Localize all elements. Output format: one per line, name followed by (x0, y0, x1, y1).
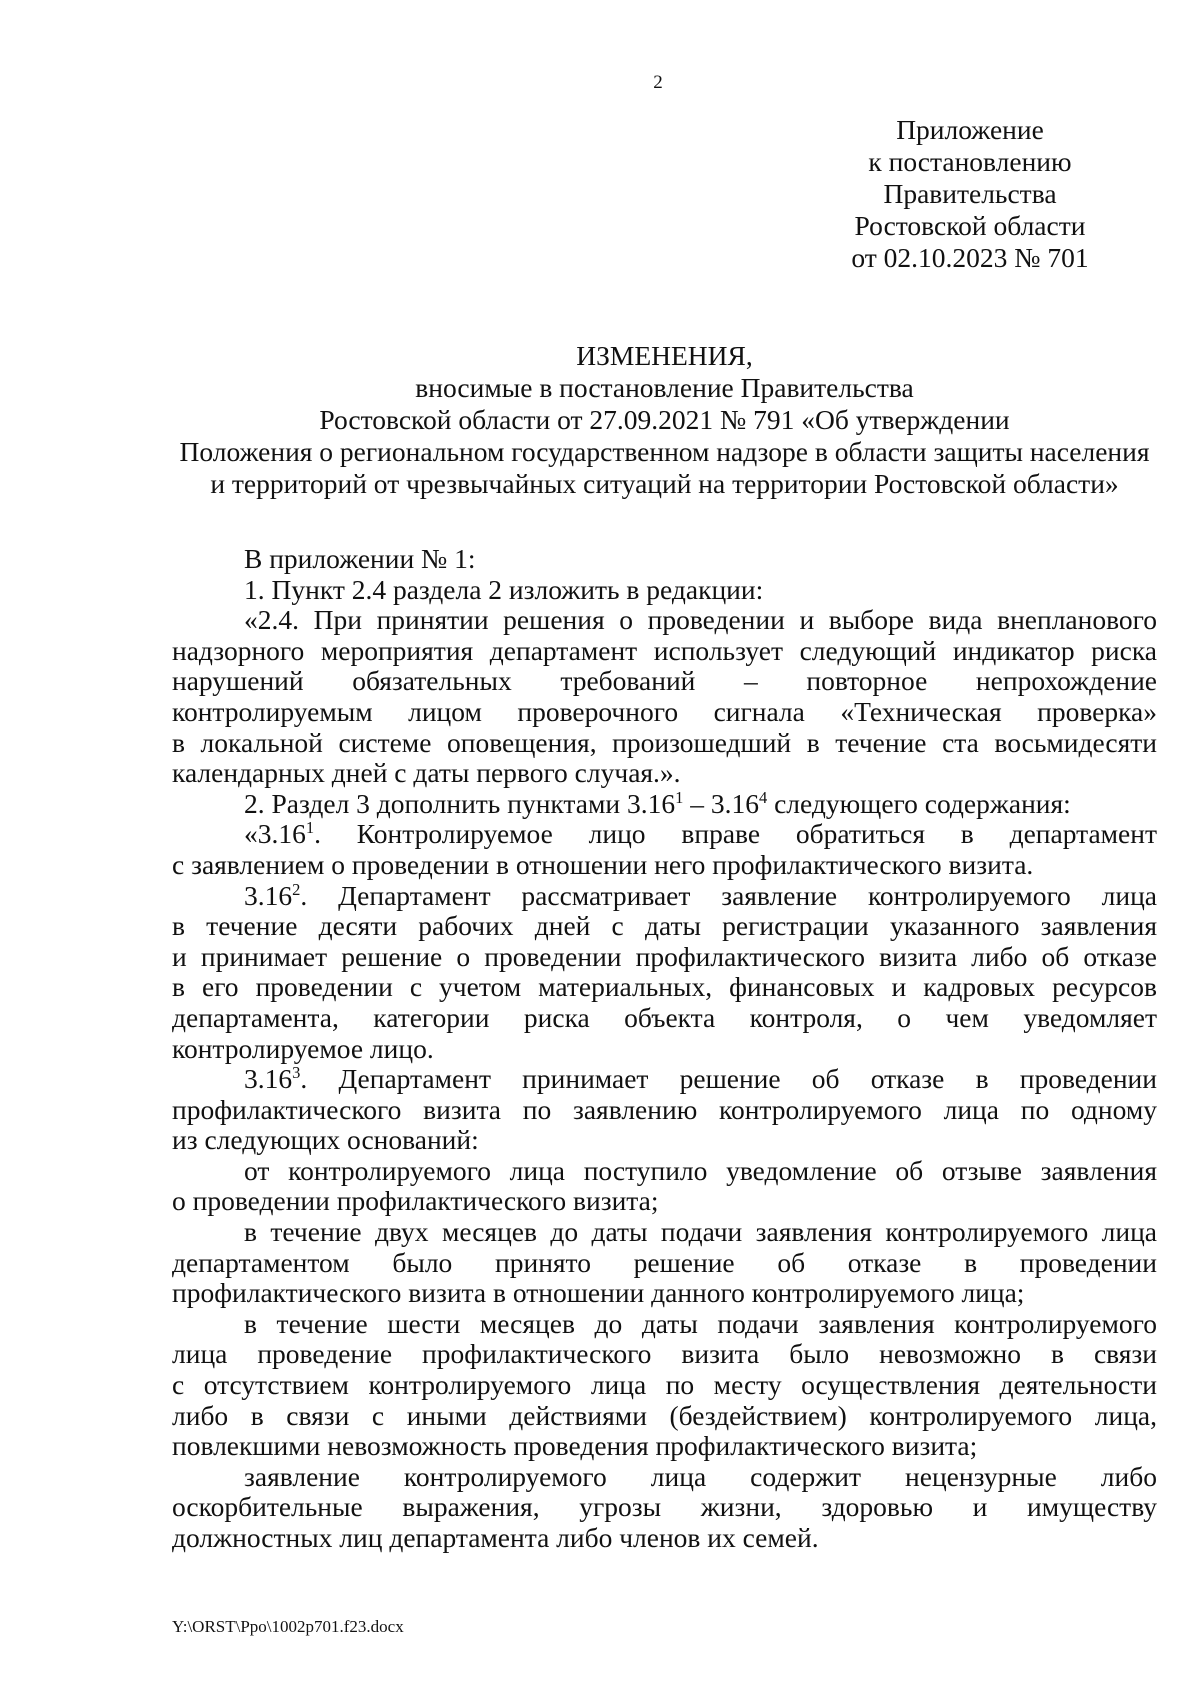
text-fragment: . Контролируемое лицо вправе обратиться в департамент (314, 818, 1157, 850)
page-number: 2 (653, 72, 663, 93)
body-line: В приложении № 1: (244, 543, 476, 574)
body-line: от контролируемого лица поступило уведомление об отзыве заявления (244, 1154, 1157, 1186)
body-line: в течение двух месяцев до даты подачи заявления контролируемого лица (244, 1216, 1157, 1248)
body-line: 1. Пункт 2.4 раздела 2 изложить в редакции: (244, 573, 764, 605)
body-line: контролируемое лицо. (172, 1032, 434, 1064)
body-line: повлекшими невозможность проведения профилактического визита; (172, 1430, 978, 1462)
body-line: с отсутствием контролируемого лица по месту осуществления деятельности (172, 1369, 1157, 1401)
body-line: должностных лиц департамента либо членов их семей. (172, 1522, 819, 1553)
text-fragment: . Департамент рассматривает заявление контролируемого лица (300, 879, 1157, 911)
text-fragment: 3.16 (244, 1063, 293, 1095)
document-body (172, 544, 1157, 1554)
body-line (172, 881, 1157, 912)
body-line: в локальной системе оповещения, произошедший в течение ста восьмидесяти (172, 726, 1157, 758)
body-line: нарушений обязательных требований – повторное непрохождение (172, 665, 1157, 697)
text-fragment: – 3.16 (683, 787, 759, 819)
text-fragment: 2. Раздел 3 дополнить пунктами 3.16 (244, 787, 676, 819)
appendix-line: Приложение (896, 114, 1044, 145)
appendix-line: к постановлению (868, 146, 1072, 177)
title-line: вносимые в постановление Правительства (415, 372, 914, 403)
appendix-line: от 02.10.2023 № 701 (851, 242, 1089, 273)
superscript: 4 (758, 787, 768, 807)
body-line: лица проведение профилактического визита было невозможно в связи (172, 1338, 1157, 1370)
appendix-line: Правительства (883, 178, 1057, 209)
body-line (172, 1064, 1157, 1095)
title-line: Положения о региональном государственном надзоре в области защиты населения (179, 436, 1150, 467)
body-line: оскорбительные выражения, угрозы жизни, здоровью и имуществу (172, 1491, 1157, 1523)
body-line: с заявлением о проведении в отношении него профилактического визита. (172, 848, 1034, 880)
body-line: и принимает решение о проведении профилактического визита либо об отказе (172, 940, 1157, 972)
title-line: ИЗМЕНЕНИЯ, (576, 340, 753, 371)
body-line: «2.4. При принятии решения о проведении и выборе вида внепланового (244, 604, 1157, 636)
title-line: и территорий от чрезвычайных ситуаций на территории Ростовской области» (210, 468, 1119, 499)
body-line: в течение шести месяцев до даты подачи заявления контролируемого (244, 1307, 1157, 1339)
text-fragment: «3.16 (244, 818, 306, 850)
body-line: профилактического визита по заявлению контролируемого лица по одному (172, 1093, 1157, 1125)
superscript: 3 (292, 1062, 301, 1082)
body-line: надзорного мероприятия департамент использует следующий индикатор риска (172, 634, 1157, 666)
title-line: Ростовской области от 27.09.2021 № 791 «Об утверждении (319, 404, 1010, 435)
body-line: департаментом было принято решение об отказе в проведении (172, 1246, 1157, 1278)
body-line: департамента, категории риска объекта контроля, о чем уведомляет (172, 1001, 1157, 1033)
body-line: в течение десяти рабочих дней с даты регистрации указанного заявления (172, 910, 1157, 942)
superscript: 2 (292, 879, 301, 899)
superscript: 1 (675, 787, 684, 807)
text-fragment: . Департамент принимает решение об отказе в проведении (300, 1063, 1157, 1095)
document-title (172, 340, 1157, 500)
body-line: из следующих оснований: (172, 1124, 479, 1156)
body-line: контролируемым лицом проверочного сигнала «Техническая проверка» (172, 695, 1157, 727)
appendix-line: Ростовской области (854, 210, 1086, 241)
text-fragment: следующего содержания: (767, 787, 1071, 819)
body-line: о проведении профилактического визита; (172, 1185, 659, 1217)
body-line (172, 789, 1157, 820)
body-line: либо в связи с иными действиями (бездействием) контролируемого лица, (172, 1399, 1157, 1431)
body-line: календарных дней с даты первого случая.». (172, 757, 681, 789)
file-path-footer: Y:\ORST\Ppo\1002p701.f23.docx (172, 1617, 404, 1636)
appendix-header (790, 114, 1150, 274)
body-line: заявление контролируемого лица содержит нецензурные либо (244, 1460, 1157, 1492)
body-line: в его проведении с учетом материальных, финансовых и кадровых ресурсов (172, 971, 1157, 1003)
superscript: 1 (305, 818, 315, 838)
text-fragment: 3.16 (244, 879, 293, 911)
body-line: профилактического визита в отношении данного контролируемого лица; (172, 1277, 1025, 1309)
body-line (172, 819, 1157, 850)
